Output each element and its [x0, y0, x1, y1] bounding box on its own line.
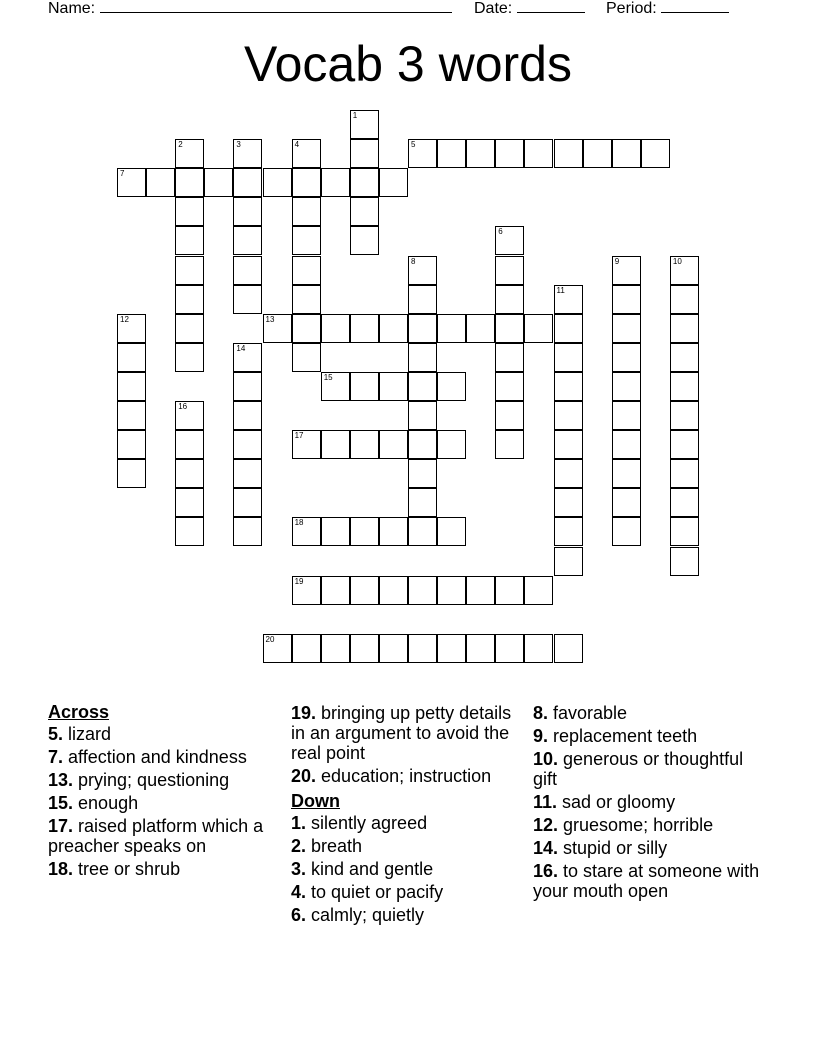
clue-text: favorable [548, 703, 628, 723]
crossword-cell[interactable] [350, 226, 379, 255]
clue-text: prying; questioning [73, 770, 230, 790]
crossword-cell[interactable] [524, 139, 553, 168]
crossword-cell[interactable] [379, 576, 408, 605]
crossword-cell[interactable] [495, 634, 524, 663]
crossword-cell[interactable] [350, 372, 379, 401]
crossword-cell[interactable] [554, 459, 583, 488]
crossword-cell[interactable] [437, 576, 466, 605]
crossword-cell[interactable] [437, 372, 466, 401]
crossword-cell[interactable] [350, 139, 379, 168]
clue-text: bringing up petty details in an argument to avoid the real point [291, 703, 512, 763]
down-clue [533, 703, 769, 723]
crossword-cell[interactable] [233, 256, 262, 285]
down-clue [291, 905, 527, 925]
down-clue [533, 749, 769, 789]
crossword-cell[interactable] [670, 285, 699, 314]
crossword-cell[interactable] [612, 139, 641, 168]
crossword-cell[interactable] [175, 401, 204, 430]
crossword-cell[interactable] [321, 576, 350, 605]
clue-text: lizard [63, 724, 112, 744]
crossword-cell[interactable] [175, 459, 204, 488]
clue-number: 14 [236, 343, 246, 353]
clue-number-label: 14. [533, 838, 559, 858]
crossword-cell[interactable] [292, 139, 321, 168]
clue-number-label: 20. [291, 766, 317, 786]
down-clue [291, 882, 527, 902]
crossword-cell[interactable] [117, 314, 146, 343]
crossword-cell[interactable] [408, 576, 437, 605]
crossword-cell[interactable] [379, 634, 408, 663]
crossword-cell[interactable] [495, 256, 524, 285]
crossword-cell[interactable] [612, 517, 641, 546]
clue-number: 3 [236, 140, 241, 150]
crossword-cell[interactable] [292, 256, 321, 285]
clues-column-3 [533, 703, 769, 904]
crossword-cell[interactable] [524, 314, 553, 343]
clue-text: education; instruction [316, 766, 492, 786]
crossword-cell[interactable] [437, 314, 466, 343]
crossword-cell[interactable] [233, 285, 262, 314]
page-title: Vocab 3 words [244, 36, 572, 92]
down-clue [533, 792, 769, 812]
crossword-cell[interactable] [379, 517, 408, 546]
crossword-cell[interactable] [321, 430, 350, 459]
crossword-cell[interactable] [292, 576, 321, 605]
crossword-cell[interactable] [437, 430, 466, 459]
across-clue [48, 859, 284, 879]
crossword-cell[interactable] [117, 459, 146, 488]
crossword-cell[interactable] [263, 168, 292, 197]
crossword-cell[interactable] [524, 576, 553, 605]
crossword-cell[interactable] [437, 517, 466, 546]
crossword-cell[interactable] [175, 197, 204, 226]
crossword-cell[interactable] [350, 576, 379, 605]
crossword-cell[interactable] [379, 430, 408, 459]
crossword-cell[interactable] [670, 488, 699, 517]
crossword-cell[interactable] [292, 430, 321, 459]
crossword-cell[interactable] [408, 314, 437, 343]
crossword-cell[interactable] [612, 372, 641, 401]
crossword-cell[interactable] [292, 343, 321, 372]
across-clues-part-1 [48, 724, 284, 879]
across-clue [291, 703, 527, 763]
down-clue [291, 859, 527, 879]
crossword-cell[interactable] [117, 372, 146, 401]
crossword-cell[interactable] [233, 226, 262, 255]
across-clues-part-2 [291, 703, 527, 786]
crossword-cell[interactable] [408, 517, 437, 546]
name-label: Name: [48, 0, 96, 17]
date-label: Date: [474, 0, 513, 17]
clue-text: calmly; quietly [306, 905, 425, 925]
period-label: Period: [606, 0, 657, 17]
clue-number: 16 [178, 402, 188, 411]
crossword-cell[interactable] [117, 168, 146, 197]
down-heading: Down [291, 791, 340, 811]
crossword-cell[interactable] [321, 372, 350, 401]
clues-column-1 [48, 700, 284, 882]
clue-number: 15 [323, 372, 333, 382]
clue-number-label: 2. [291, 836, 307, 856]
crossword-cell[interactable] [670, 547, 699, 576]
crossword-cell[interactable] [495, 430, 524, 459]
crossword-cell[interactable] [117, 343, 146, 372]
crossword-cell[interactable] [495, 285, 524, 314]
clue-text: tree or shrub [73, 859, 181, 879]
crossword-cell[interactable] [233, 372, 262, 401]
crossword-cell[interactable] [670, 401, 699, 430]
crossword-cell[interactable] [554, 488, 583, 517]
crossword-cell[interactable] [233, 139, 262, 168]
crossword-cell[interactable] [350, 517, 379, 546]
clue-text: gruesome; horrible [558, 815, 714, 835]
clue-text: to quiet or pacify [306, 882, 444, 902]
crossword-cell[interactable] [175, 285, 204, 314]
crossword-cell[interactable] [263, 634, 292, 663]
crossword-cell[interactable] [466, 139, 495, 168]
clue-number: 5 [411, 140, 416, 150]
crossword-cell[interactable] [379, 314, 408, 343]
crossword-cell[interactable] [554, 430, 583, 459]
crossword-cell[interactable] [204, 168, 233, 197]
crossword-cell[interactable] [408, 372, 437, 401]
crossword-cell[interactable] [233, 401, 262, 430]
across-clue [48, 747, 284, 767]
crossword-cell[interactable] [524, 634, 553, 663]
down-clues-part-1 [291, 813, 527, 925]
clue-number: 4 [294, 140, 300, 150]
crossword-cell[interactable] [233, 430, 262, 459]
crossword-cell[interactable] [321, 168, 350, 197]
crossword-cell[interactable] [670, 372, 699, 401]
clue-number-label: 5. [48, 724, 64, 744]
crossword-cell[interactable] [233, 197, 262, 226]
crossword-cell[interactable] [670, 256, 699, 285]
clue-number: 1 [352, 111, 358, 120]
clue-text: breath [306, 836, 363, 856]
down-clues-part-2 [533, 703, 769, 901]
clue-number: 19 [294, 576, 304, 586]
crossword-cell[interactable] [495, 372, 524, 401]
crossword-cell[interactable] [408, 459, 437, 488]
crossword-cell[interactable] [408, 285, 437, 314]
clue-number-label: 3. [291, 859, 307, 879]
crossword-cell[interactable] [117, 430, 146, 459]
clue-number-label: 7. [48, 747, 64, 767]
crossword-cell[interactable] [350, 314, 379, 343]
crossword-cell[interactable] [670, 343, 699, 372]
down-clue [533, 815, 769, 835]
crossword-cell[interactable] [408, 139, 437, 168]
crossword-cell[interactable] [350, 634, 379, 663]
clue-number: 6 [498, 227, 503, 237]
crossword-cell[interactable] [408, 256, 437, 285]
crossword-cell[interactable] [466, 634, 495, 663]
crossword-cell[interactable] [292, 168, 321, 197]
crossword-cell[interactable] [263, 314, 292, 343]
clue-number-label: 19. [291, 703, 317, 723]
clue-text: enough [73, 793, 139, 813]
crossword-cell[interactable] [466, 576, 495, 605]
clue-number-label: 12. [533, 815, 559, 835]
across-clue [291, 766, 527, 786]
crossword-cell[interactable] [670, 430, 699, 459]
crossword-cell[interactable] [612, 488, 641, 517]
clue-number: 2 [178, 140, 183, 150]
crossword-cell[interactable] [612, 314, 641, 343]
clues-column-2 [291, 703, 527, 928]
crossword-cell[interactable] [641, 139, 670, 168]
crossword-cell[interactable] [350, 197, 379, 226]
crossword-cell[interactable] [292, 314, 321, 343]
clue-number: 20 [265, 634, 275, 644]
across-clue [48, 770, 284, 790]
down-clue [533, 861, 769, 901]
crossword-cell[interactable] [408, 634, 437, 663]
crossword-cell[interactable] [379, 372, 408, 401]
clue-text: generous or thoughtful gift [533, 749, 744, 789]
clue-number-label: 17. [48, 816, 74, 836]
crossword-cell[interactable] [233, 459, 262, 488]
crossword-cell[interactable] [175, 343, 204, 372]
down-clue [291, 813, 527, 833]
crossword-cell[interactable] [175, 139, 204, 168]
crossword-cell[interactable] [175, 256, 204, 285]
clue-number-label: 4. [291, 882, 307, 902]
clue-number-label: 13. [48, 770, 74, 790]
crossword-cell[interactable] [670, 459, 699, 488]
clue-text: affection and kindness [63, 747, 247, 767]
crossword-cell[interactable] [466, 314, 495, 343]
crossword-cell[interactable] [408, 430, 437, 459]
crossword-cell[interactable] [292, 517, 321, 546]
crossword-cell[interactable] [175, 430, 204, 459]
clue-text: silently agreed [306, 813, 428, 833]
crossword-cell[interactable] [175, 517, 204, 546]
crossword-cell[interactable] [612, 343, 641, 372]
crossword-cell[interactable] [292, 285, 321, 314]
crossword-cell[interactable] [495, 314, 524, 343]
crossword-cell[interactable] [495, 226, 524, 255]
crossword-cell[interactable] [379, 168, 408, 197]
crossword-cell[interactable] [612, 256, 641, 285]
across-clue [48, 793, 284, 813]
crossword-cell[interactable] [292, 197, 321, 226]
clue-number: 9 [614, 256, 620, 266]
down-clue [533, 726, 769, 746]
clue-number-label: 1. [291, 813, 307, 833]
crossword-cell[interactable] [175, 168, 204, 197]
crossword-cell[interactable] [175, 226, 204, 255]
across-clue [48, 724, 284, 744]
crossword-cell[interactable] [554, 547, 583, 576]
crossword-cell[interactable] [117, 401, 146, 430]
crossword-cell[interactable] [350, 110, 379, 139]
crossword-cell[interactable] [612, 285, 641, 314]
crossword-cell[interactable] [292, 634, 321, 663]
crossword-cell[interactable] [612, 459, 641, 488]
clue-number-label: 9. [533, 726, 549, 746]
crossword-cell[interactable] [233, 343, 262, 372]
crossword-cell[interactable] [554, 285, 583, 314]
crossword-cell[interactable] [554, 343, 583, 372]
clue-text: stupid or silly [558, 838, 668, 858]
crossword-cell[interactable] [321, 517, 350, 546]
crossword-cell[interactable] [146, 168, 175, 197]
clue-number-label: 11. [533, 792, 558, 812]
clue-number-label: 10. [533, 749, 559, 769]
clue-number: 18 [294, 518, 304, 528]
clue-number: 10 [672, 256, 682, 266]
clue-number: 12 [120, 314, 129, 324]
clue-number: 11 [556, 285, 565, 295]
clue-number: 8 [411, 256, 416, 266]
clue-number: 17 [294, 431, 304, 441]
crossword-cell[interactable] [350, 430, 379, 459]
clue-number-label: 18. [48, 859, 74, 879]
crossword-cell[interactable] [175, 314, 204, 343]
crossword-cell[interactable] [612, 401, 641, 430]
crossword-cell[interactable] [233, 168, 262, 197]
crossword-cell[interactable] [554, 401, 583, 430]
crossword-cell[interactable] [321, 314, 350, 343]
crossword-cell[interactable] [612, 430, 641, 459]
clue-text: replacement teeth [548, 726, 698, 746]
crossword-cell[interactable] [350, 168, 379, 197]
clue-number-label: 6. [291, 905, 307, 925]
crossword-cell[interactable] [233, 488, 262, 517]
crossword-cell[interactable] [554, 634, 583, 663]
clue-number-label: 16. [533, 861, 559, 881]
clue-text: sad or gloomy [557, 792, 676, 812]
crossword-cell[interactable] [495, 343, 524, 372]
crossword-cell[interactable] [175, 488, 204, 517]
crossword-cell[interactable] [437, 139, 466, 168]
crossword-cell[interactable] [408, 343, 437, 372]
crossword-cell[interactable] [554, 517, 583, 546]
crossword-cell[interactable] [554, 314, 583, 343]
down-clue [533, 838, 769, 858]
crossword-cell[interactable] [583, 139, 612, 168]
crossword-cell[interactable] [321, 634, 350, 663]
across-heading: Across [48, 702, 110, 722]
crossword-cell[interactable] [495, 139, 524, 168]
clue-number-label: 8. [533, 703, 549, 723]
crossword-cell[interactable] [292, 226, 321, 255]
crossword-cell[interactable] [495, 401, 524, 430]
clue-text: raised platform which a preacher speaks on [48, 816, 264, 856]
crossword-cell[interactable] [233, 517, 262, 546]
crossword-cell[interactable] [408, 401, 437, 430]
crossword-cell[interactable] [670, 314, 699, 343]
crossword-cell[interactable] [408, 488, 437, 517]
crossword-cell[interactable] [437, 634, 466, 663]
across-clue [48, 816, 284, 856]
crossword-cell[interactable] [554, 139, 583, 168]
clue-text: to stare at someone with your mouth open [533, 861, 760, 901]
clue-number: 7 [120, 169, 125, 179]
down-clue [291, 836, 527, 856]
clue-number-label: 15. [48, 793, 74, 813]
clue-number: 13 [265, 314, 275, 324]
crossword-cell[interactable] [495, 576, 524, 605]
clue-text: kind and gentle [306, 859, 434, 879]
crossword-cell[interactable] [670, 517, 699, 546]
crossword-cell[interactable] [554, 372, 583, 401]
